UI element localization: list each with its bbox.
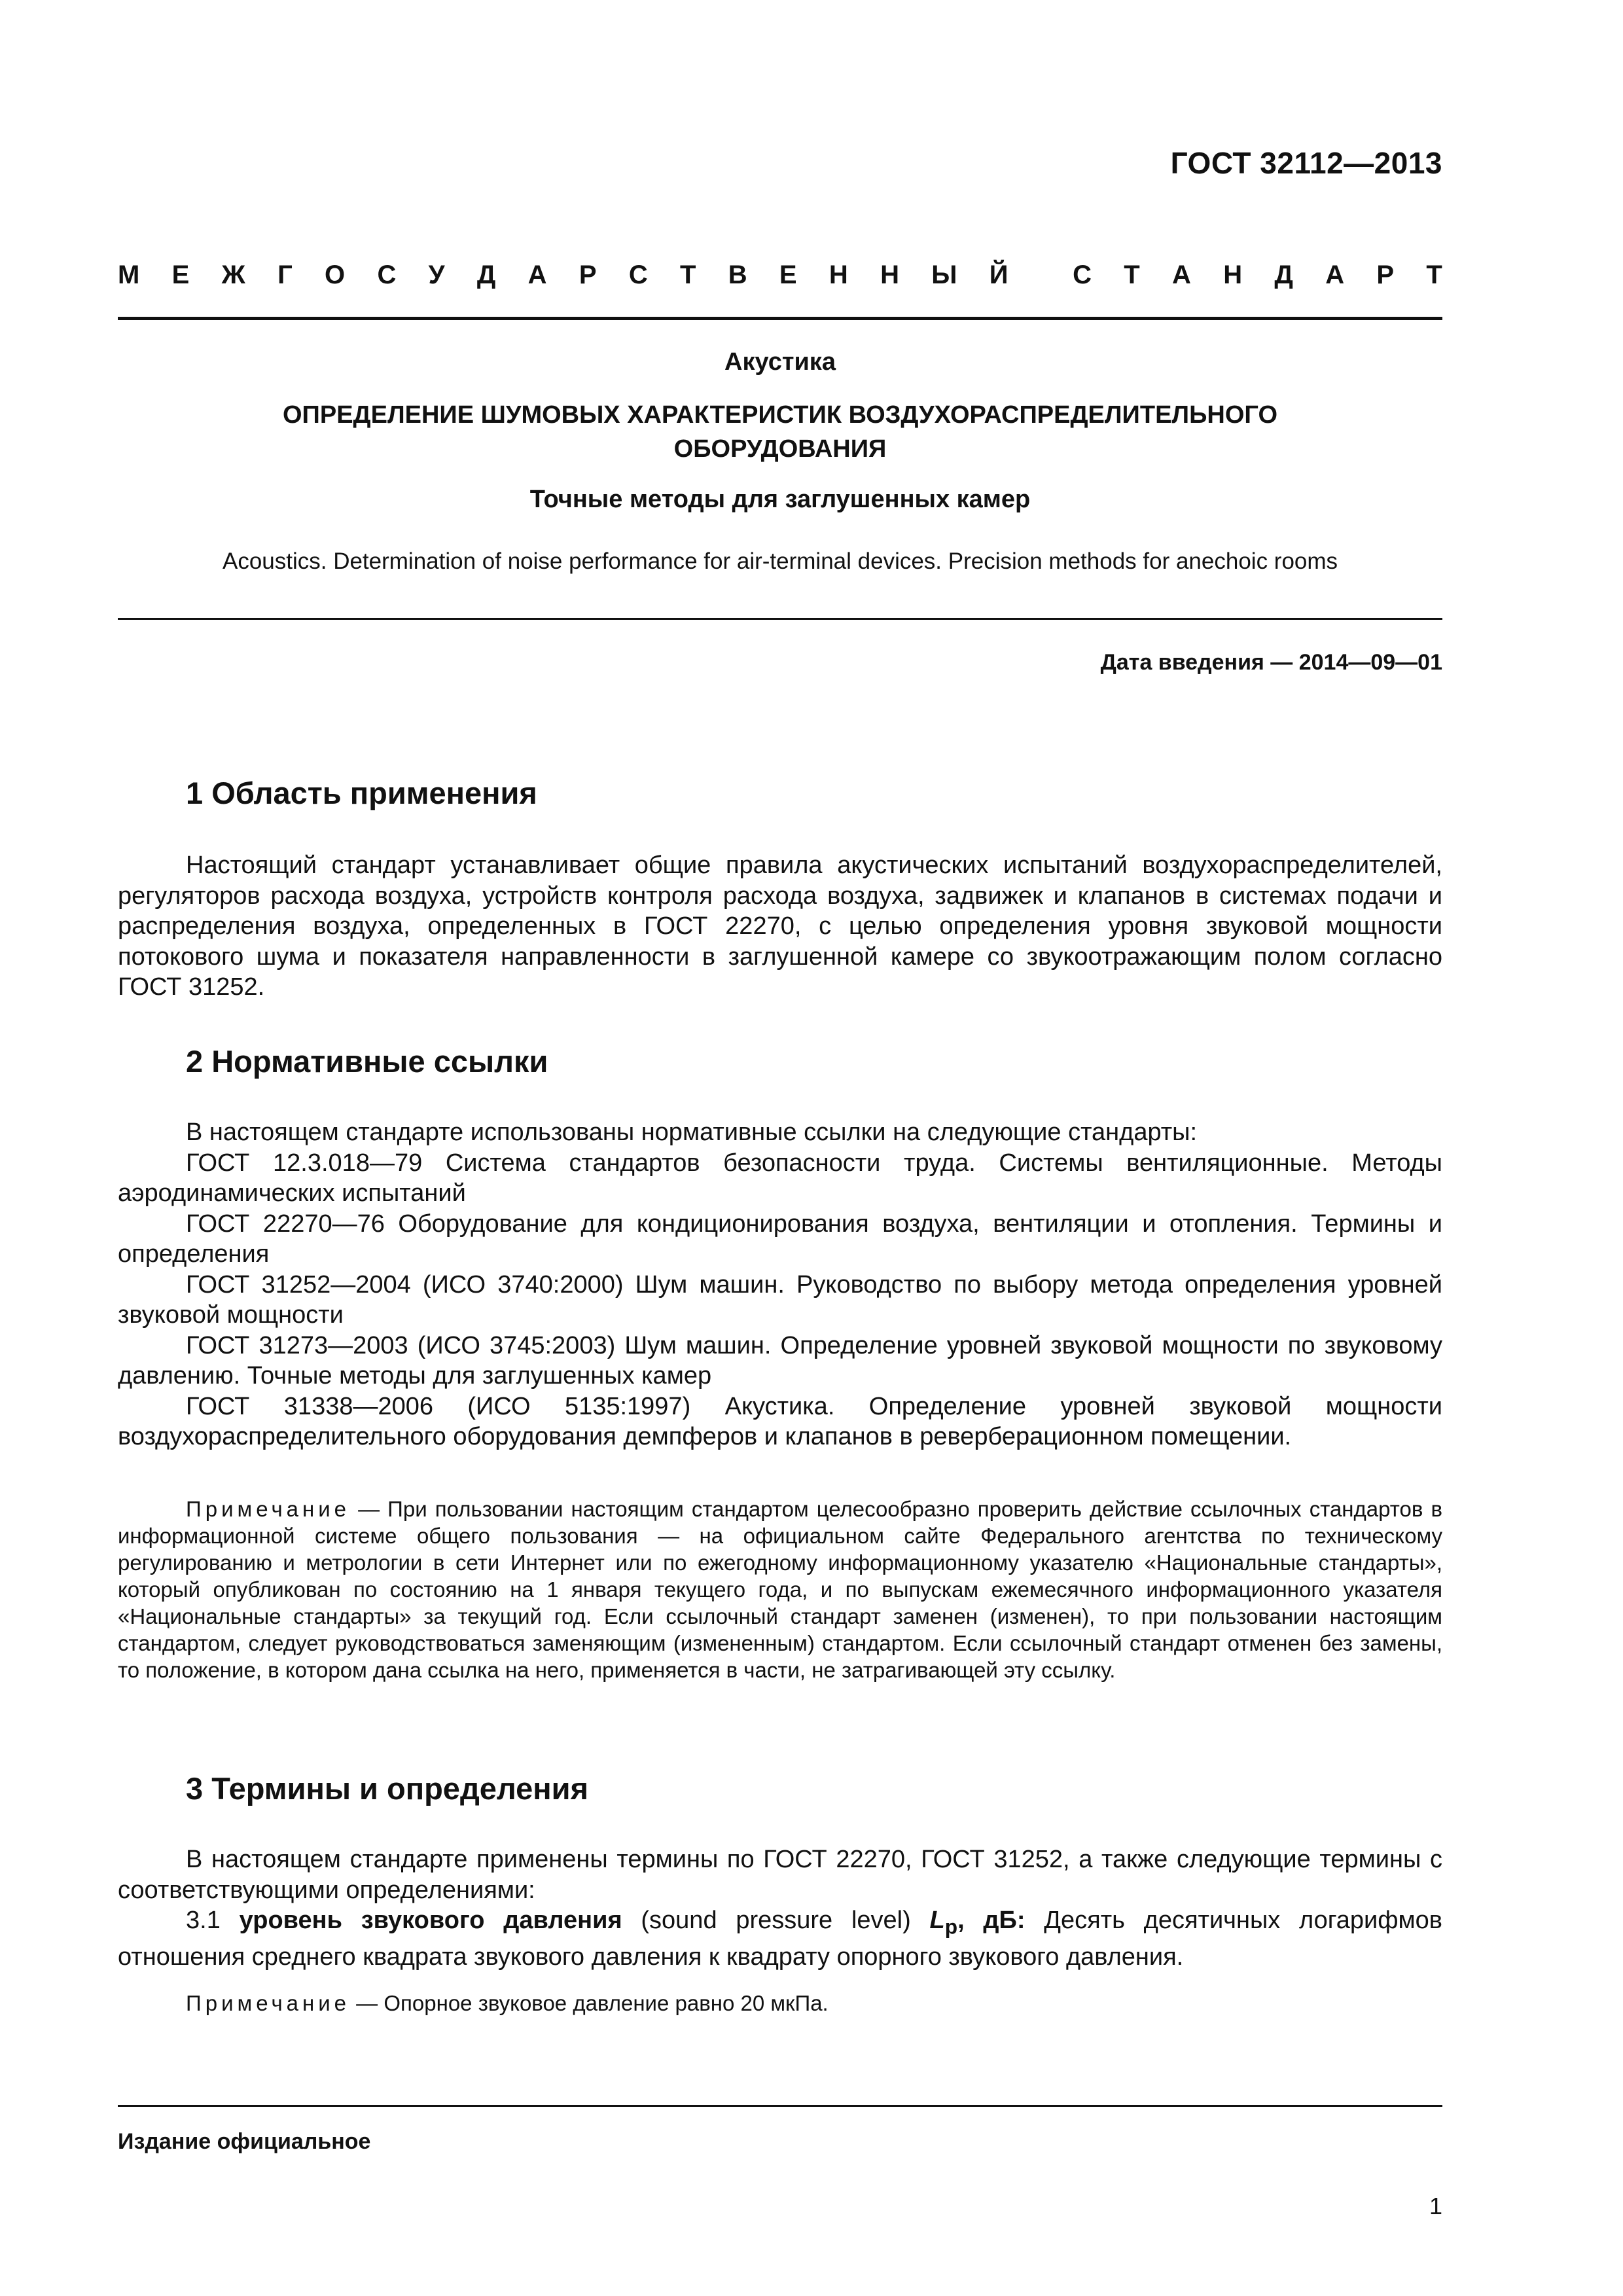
banner-letter: Д [476,260,496,289]
document-title-line1: ОПРЕДЕЛЕНИЕ ШУМОВЫХ ХАРАКТЕРИСТИК ВОЗДУХОРАСПРЕДЕЛИТЕЛЬНОГО [282,401,1278,429]
banner-letter: Т [1124,260,1140,289]
reference-item: ГОСТ 31252—2004 (ИСО 3740:2000) Шум машин. Руководство по выбору метода определения уровней звуковой мощности [118,1270,1442,1329]
banner-letter: А [527,260,547,289]
banner-letter: О [325,260,346,289]
reference-item: ГОСТ 12.3.018—79 Система стандартов безопасности труда. Системы вентиляционные. Методы аэродинамических испытаний [118,1149,1442,1207]
header-rule [118,317,1442,320]
document-code: ГОСТ 32112—2013 [1170,146,1442,180]
banner-letter: Е [171,260,190,289]
banner-letter: А [1325,260,1345,289]
section-2-note: Примечание — При пользовании настоящим стандартом целесообразно проверить действие ссылочных стандартов в информационной системе общего пользования — на официальном сайте Федерального агентства по техническому регулированию и метрологии в сети Интернет или по ежегодному информационному указателю «Национальные стандарты», который опубликован по состоянию на 1 января текущего года, и по выпускам ежемесячного информационного указателя «Национальные стандарты» за текущий год. Если ссылочный стандарт заменен (изменен), то при пользовании настоящим стандартом, следует руководствоваться заменяющим (измененным) стандартом. Если ссылочный стандарт отменен без замены, то положение, в котором дана ссылка на него, применяется в части, не затрагивающей эту ссылку. [118,1497,1442,1682]
term-symbol: L [929,1907,945,1934]
reference-item: ГОСТ 31338—2006 (ИСО 5135:1997) Акустика. Определение уровней звуковой мощности воздухораспределительного оборудования демпферов и клапанов в реверберационном помещении. [118,1392,1442,1450]
title-category: Акустика [724,348,836,376]
title-rule [118,618,1442,620]
normative-references [118,1117,1442,1452]
banner-letter: Т [1426,260,1442,289]
banner-letter: Ж [221,260,245,289]
banner-letter: С [377,260,397,289]
banner-letter: А [1172,260,1191,289]
banner-letter: Е [779,260,797,289]
banner-letter: Н [880,260,899,289]
section-2-heading: 2 Нормативные ссылки [186,1044,548,1079]
banner-letter: С [1073,260,1092,289]
banner-letter: Р [579,260,597,289]
banner-letter: С [628,260,648,289]
english-title: Acoustics. Determination of noise performance for air-terminal devices. Precision methods for anechoic rooms [222,548,1338,574]
note-label: Примечание [186,1497,351,1521]
introduction-date: Дата введения — 2014—09—01 [1100,650,1442,675]
note-label: Примечание [186,1991,351,2015]
page-number: 1 [1429,2193,1442,2219]
reference-item: ГОСТ 31273—2003 (ИСО 3745:2003) Шум машин. Определение уровней звуковой мощности по звуковому давлению. Точные методы для заглушенных камер [118,1331,1442,1390]
banner-letter: Т [680,260,696,289]
banner-letter: Н [829,260,848,289]
banner-letter: В [728,260,747,289]
section-3-heading: 3 Термины и определения [186,1771,588,1806]
official-edition-label: Издание официальное [118,2129,371,2154]
section-3-intro: В настоящем стандарте применены термины по ГОСТ 22270, ГОСТ 31252, а также следующие термины с соответствующими определениями: [118,1846,1442,1904]
banner-letter: Г [277,260,293,289]
document-title [118,398,1442,466]
banner-letter: Р [1376,260,1395,289]
document-subtitle: Точные методы для заглушенных камер [529,486,1031,513]
banner-letter: Ы [931,260,957,289]
reference-item: ГОСТ 22270—76 Оборудование для кондиционирования воздуха, вентиляции и отопления. Термины и определения [118,1210,1442,1268]
footer-rule [118,2105,1442,2107]
banner-letter: Д [1274,260,1293,289]
interstate-standard-banner [118,260,1442,290]
document-title-line2: ОБОРУДОВАНИЯ [673,435,887,463]
banner-letter: У [428,260,445,289]
section-3-note: Примечание — Опорное звуковое давление равно 20 мкПа. [186,1991,829,2015]
term-name: уровень звукового давления [239,1907,622,1934]
references-intro: В настоящем стандарте использованы нормативные ссылки на следующие стандарты: [186,1119,1198,1146]
banner-letter: Н [1223,260,1243,289]
banner-letter: М [118,260,140,289]
section-1-heading: 1 Область применения [186,776,537,810]
banner-letter: Й [989,260,1008,289]
term-3-1: 3.1 уровень звукового давления (sound pressure level) $L_p$, дБ: Десять десятичных логарифмов отношения среднего квадрата звукового давления к квадрату опорного звукового давления. [118,1907,1442,1971]
section-1-text: Настоящий стандарт устанавливает общие правила акустических испытаний воздухораспределителей, регуляторов расхода воздуха, устройств контроля расхода воздуха, задвижек и клапанов в системах подачи и распределения воздуха, определенных в ГОСТ 22270, с целью определения уровня звуковой мощности потокового шума и показателя направленности в заглушенной камере со звукоотражающим полом согласно ГОСТ 31252. [118,852,1442,1001]
